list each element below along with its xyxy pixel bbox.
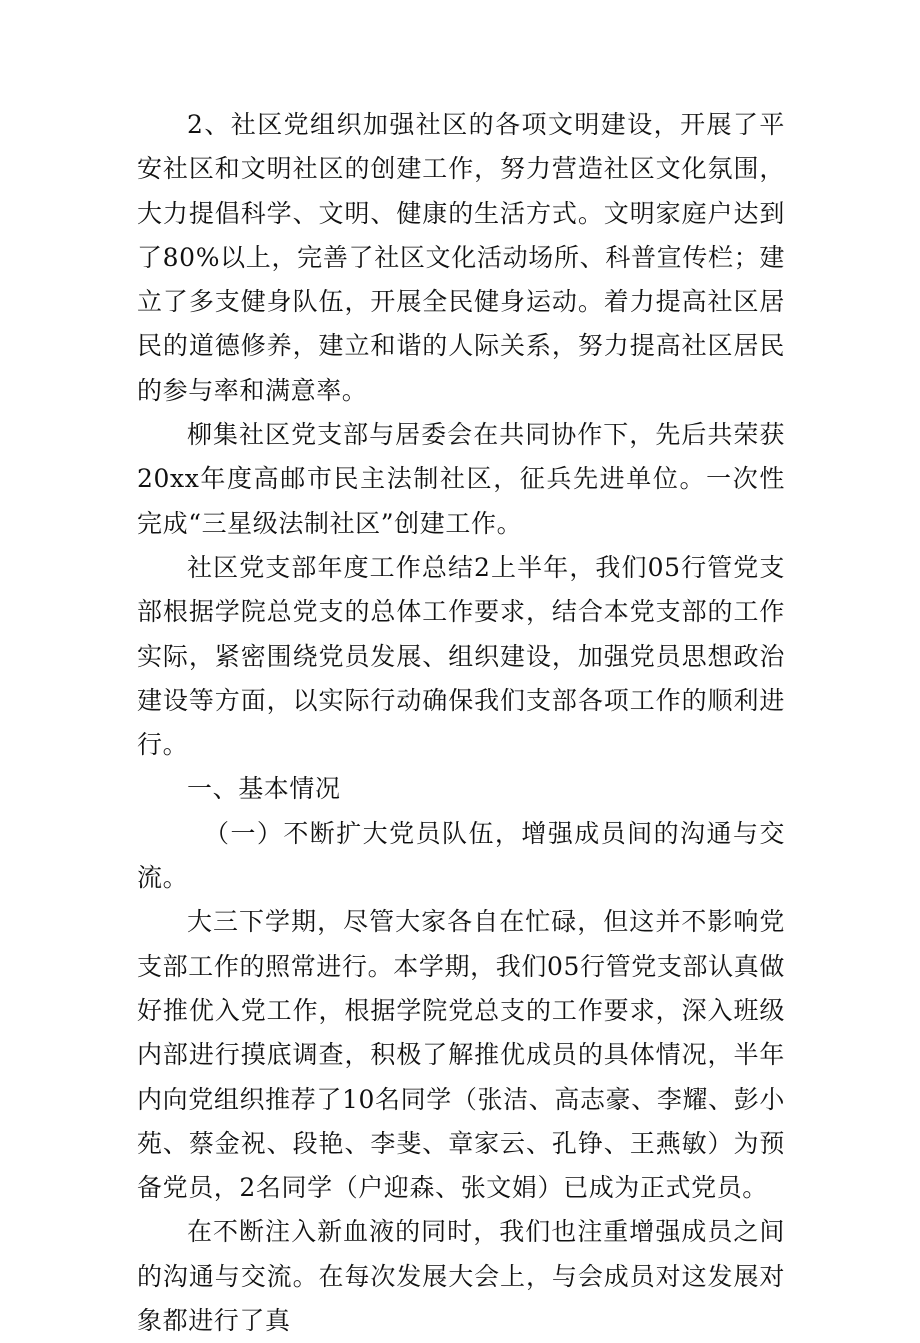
- paragraph-civilization-construction: 2、社区党组织加强社区的各项文明建设，开展了平安社区和文明社区的创建工作，努力营造社区文化氛围，大力提倡科学、文明、健康的生活方式。文明家庭户达到了80%以上，完善了社区文化活动场所、科普宣传栏；建立了多支健身队伍，开展全民健身运动。着力提高社区居民的道德修养，建立和谐的人际关系，努力提高社区居民的参与率和满意率。: [137, 110, 785, 405]
- paragraph-communication: 在不断注入新血液的同时，我们也注重增强成员之间的沟通与交流。在每次发展大会上，与会成员对这发展对象都进行了真: [137, 1217, 785, 1336]
- paragraph-member-recruitment: 大三下学期，尽管大家各自在忙碌，但这并不影响党支部工作的照常进行。本学期，我们05行管党支部认真做好推优入党工作，根据学院党总支的工作要求，深入班级内部进行摸底调查，积极了解推优成员的具体情况，半年内向党组织推荐了10名同学（张洁、高志豪、李耀、彭小苑、蔡金祝、段艳、李斐、章家云、孔铮、王燕敏）为预备党员，2名同学（户迎森、张文娟）已成为正式党员。: [137, 907, 785, 1203]
- paragraph-work-summary-intro: 社区党支部年度工作总结2上半年，我们05行管党支部根据学院总党支的总体工作要求，结合本党支部的工作实际，紧密围绕党员发展、组织建设，加强党员思想政治建设等方面，以实际行动确保我们支部各项工作的顺利进行。: [137, 552, 785, 760]
- subsection-heading-expand-membership: （一）不断扩大党员队伍，增强成员间的沟通与交流。: [137, 818, 785, 893]
- document-body: [137, 103, 785, 1343]
- section-heading-basic-situation: 一、基本情况: [187, 774, 341, 804]
- paragraph-honors: 柳集社区党支部与居委会在共同协作下，先后共荣获20xx年度高邮市民主法制社区，征兵先进单位。一次性完成“三星级法制社区”创建工作。: [137, 420, 785, 538]
